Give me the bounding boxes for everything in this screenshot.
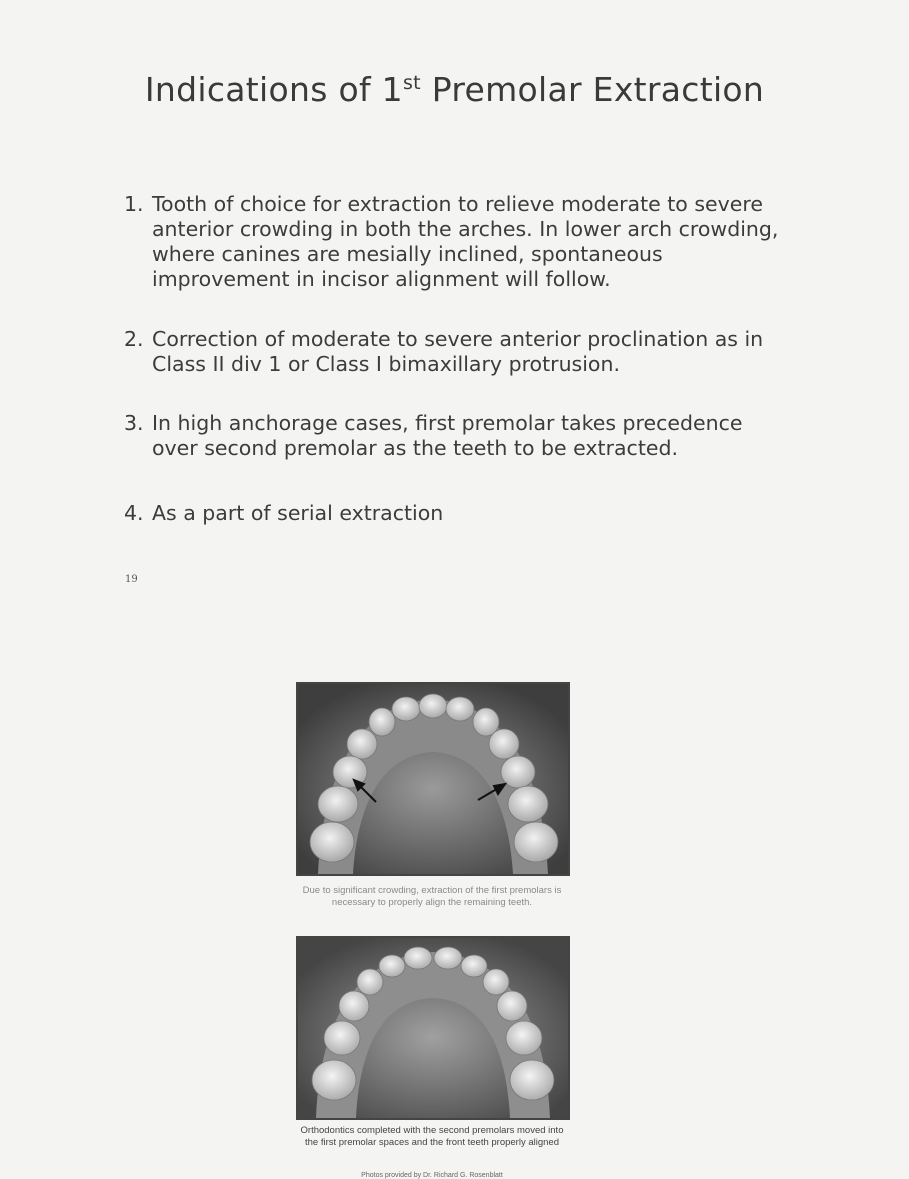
list-item-text: As a part of serial extraction <box>152 501 444 525</box>
list-item: 2. Correction of moderate to severe anterior proclination as in Class II div 1 or Class I bimaxillary protrusion. <box>124 327 764 376</box>
dental-arch-photo-after <box>296 936 570 1120</box>
page-number: 19 <box>125 574 138 585</box>
indications-list <box>124 192 784 525</box>
list-item-text: Correction of moderate to severe anterior proclination as in Class II div 1 or Class I bimaxillary protrusion. <box>152 327 764 376</box>
figure-caption-before: Due to significant crowding, extraction of the first premolars is necessary to properly align the remaining teeth. <box>302 885 562 908</box>
photo-credit: Photos provided by Dr. Richard G. Rosenblatt <box>361 1172 503 1179</box>
list-item: 3. In high anchorage cases, first premolar takes precedence over second premolar as the teeth to be extracted. <box>124 411 743 460</box>
figure-caption-after: Orthodontics completed with the second premolars moved into the first premolar spaces and the front teeth properly aligned <box>300 1125 564 1148</box>
dental-arch-photo-before <box>296 682 570 876</box>
list-item-text: In high anchorage cases, first premolar takes precedence over second premolar as the teeth to be extracted. <box>152 411 743 460</box>
list-item: 1. Tooth of choice for extraction to relieve moderate to severe anterior crowding in both the arches. In lower arch crowding, where canines are mesially inclined, spontaneous improvement in incisor alignment will follow. <box>124 192 779 291</box>
list-item-text: Tooth of choice for extraction to relieve moderate to severe anterior crowding in both the arches. In lower arch crowding, where canines are mesially inclined, spontaneous improvement in incisor alignment will follow. <box>152 192 779 291</box>
list-item: 4. As a part of serial extraction <box>124 501 444 525</box>
page-title: Indications of 1st Premolar Extraction <box>144 70 765 109</box>
